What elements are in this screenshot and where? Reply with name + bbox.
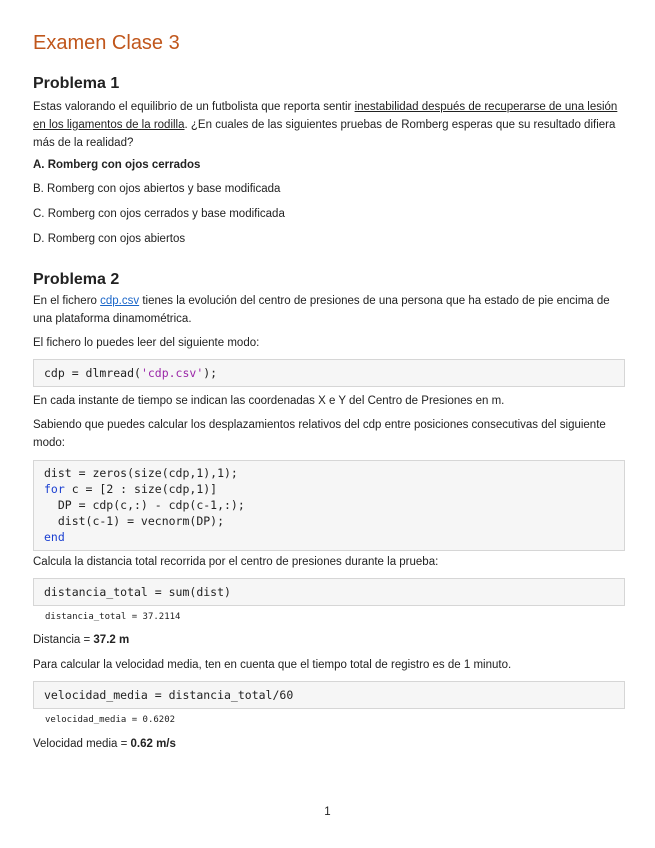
code2-end-keyword: end <box>44 530 65 544</box>
problem2-intro-post: tienes la evolución del centro de presiones de una persona que ha estado de pie encima de una plataforma dinamométrica. <box>33 295 610 325</box>
code2-line1: dist = zeros(size(cdp,1),1); <box>44 466 238 480</box>
output-distancia-total: distancia_total = 37.2114 <box>45 612 181 622</box>
code1-post: ); <box>203 366 218 380</box>
coords-text: En cada instante de tiempo se indican las coordenadas X e Y del Centro de Presiones en m. <box>33 395 505 407</box>
problem1-heading: Problema 1 <box>33 75 120 92</box>
option-d: D. Romberg con ojos abiertos <box>33 233 186 245</box>
code-block-sum: distancia_total = sum(dist) <box>33 578 625 606</box>
option-b: B. Romberg con ojos abiertos y base modificada <box>33 183 281 195</box>
speed-label: Velocidad media = <box>33 738 131 750</box>
distance-answer <box>33 631 625 649</box>
speed-answer <box>33 735 625 753</box>
page-title: Examen Clase 3 <box>33 32 180 54</box>
problem1-question <box>33 98 625 152</box>
code2-for-keyword: for <box>44 482 65 496</box>
read-instruction: El fichero lo puedes leer del siguiente modo: <box>33 337 260 349</box>
problem1-question-pre: Estas valorando el equilibrio de un futbolista que reporta sentir <box>33 101 355 113</box>
output-velocidad-media: velocidad_media = 0.6202 <box>45 715 176 725</box>
code2-line3: DP = cdp(c,:) - cdp(c-1,:); <box>44 498 245 512</box>
problem1-question-underlined: inestabilidad después de recuperarse de una lesión en los ligamentos de la rodilla <box>33 101 618 131</box>
code2-line4: dist(c-1) = vecnorm(DP); <box>44 514 225 528</box>
cdp-csv-link[interactable]: cdp.csv <box>100 295 140 307</box>
page-number: 1 <box>324 806 331 818</box>
displacement-text: Sabiendo que puedes calcular los desplazamientos relativos del cdp entre posiciones consecutivas del siguiente modo: <box>33 419 606 449</box>
code1-pre: cdp = dlmread( <box>44 366 141 380</box>
code-block-read <box>33 359 625 387</box>
distance-value: 37.2 m <box>93 634 130 646</box>
total-distance-text: Calcula la distancia total recorrida por el centro de presiones durante la prueba: <box>33 556 439 568</box>
code-block-displacement <box>33 460 625 551</box>
option-c: C. Romberg con ojos cerrados y base modificada <box>33 208 285 220</box>
speed-text: Para calcular la velocidad media, ten en cuenta que el tiempo total de registro es de 1 minuto. <box>33 659 512 671</box>
code2-line2-rest: c = [2 : size(cdp,1)] <box>64 482 218 496</box>
problem2-heading: Problema 2 <box>33 271 120 288</box>
distance-label: Distancia = <box>33 634 94 646</box>
code1-string: 'cdp.csv' <box>140 366 204 380</box>
code-block-speed: velocidad_media = distancia_total/60 <box>33 681 625 709</box>
code2-line2 <box>44 481 614 497</box>
problem2-intro-pre: En el fichero <box>33 295 101 307</box>
problem2-intro <box>33 292 625 328</box>
speed-value: 0.62 m/s <box>130 738 176 750</box>
problem1-question-post: . ¿En cuales de las siguientes pruebas de Romberg esperas que su resultado difiera más de la realidad? <box>33 119 616 149</box>
option-a: A. Romberg con ojos cerrados <box>33 159 201 171</box>
